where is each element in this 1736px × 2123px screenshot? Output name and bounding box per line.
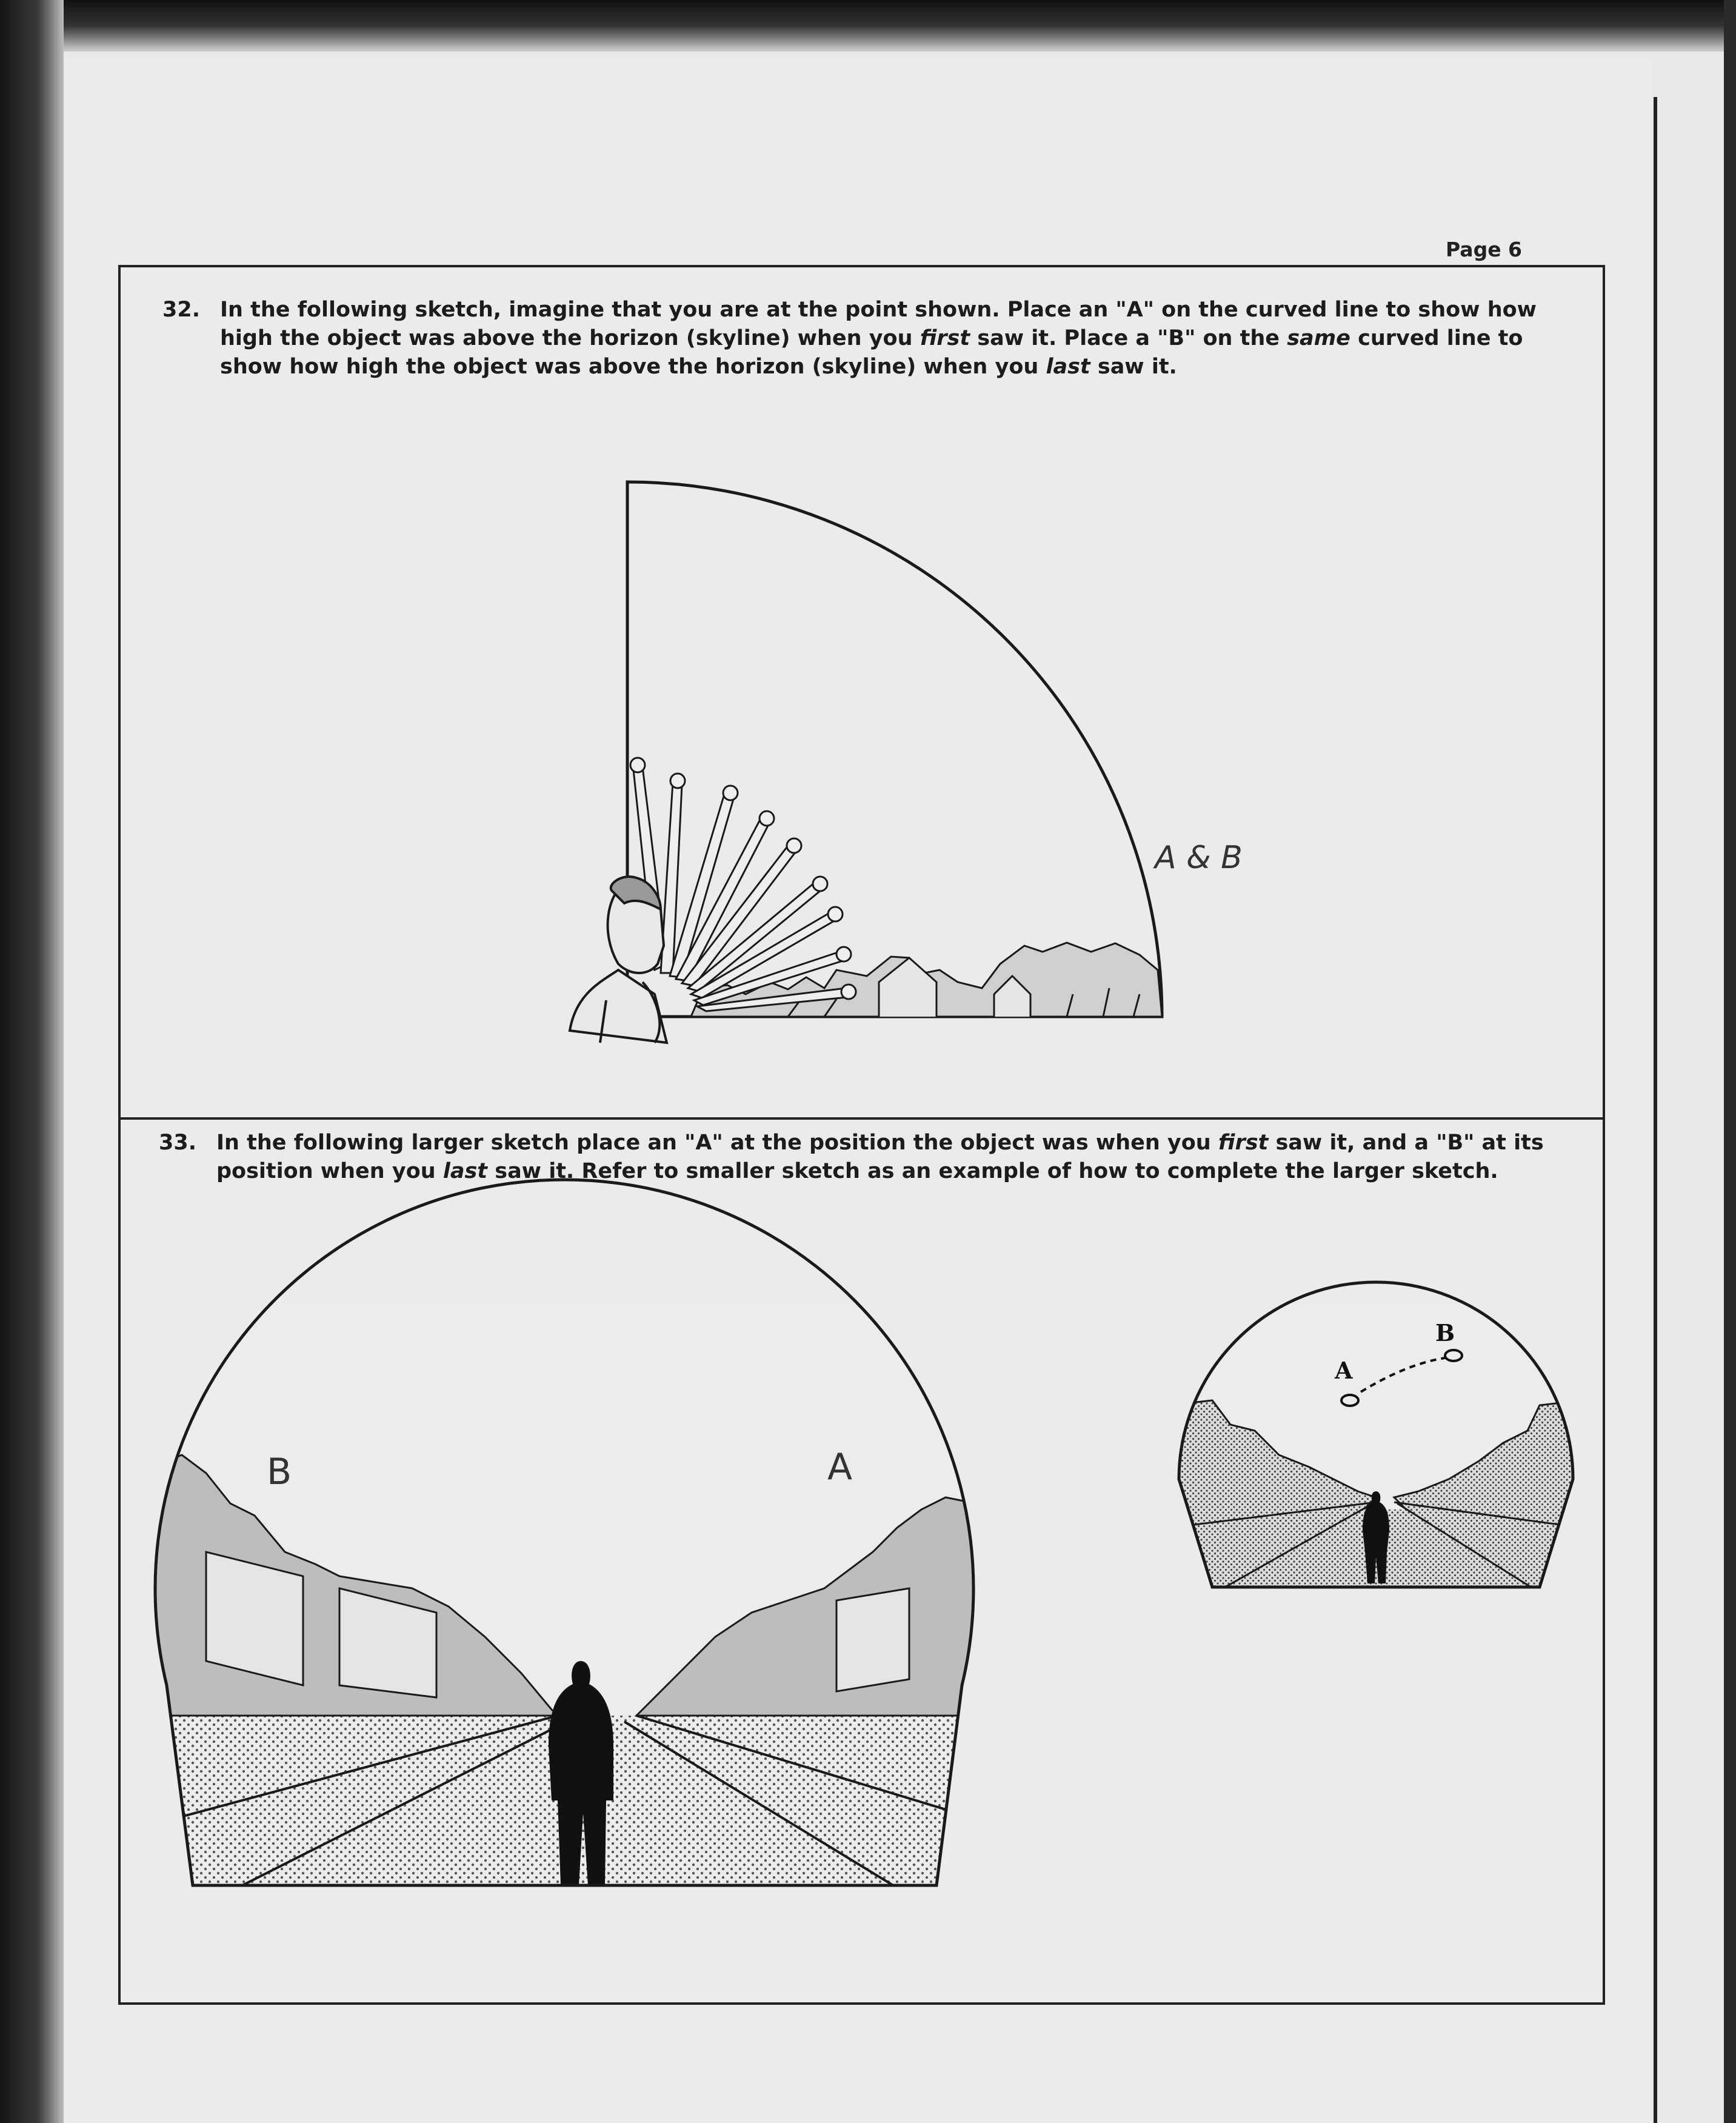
text-run: In the following larger sketch place an "A" at the position the object was when you (216, 1131, 1218, 1155)
emphasis: first (1218, 1131, 1269, 1155)
pointing-arms-fan (630, 758, 856, 1011)
text-run: saw it. Place a "B" on the (970, 326, 1287, 350)
handwritten-b-mark: B (267, 1451, 292, 1493)
text-run: position when you (216, 1159, 443, 1183)
observer-figure (570, 877, 667, 1043)
emphasis: last (1046, 355, 1090, 379)
text-run: saw it, and a "B" at its (1268, 1131, 1544, 1155)
skyline-quadrant-sketch (570, 482, 1162, 1043)
page-number: Page 6 (1446, 238, 1523, 261)
emphasis: first (920, 326, 970, 350)
text-run: saw it. Refer to smaller sketch as an example of how to complete the larger sketch. (487, 1159, 1498, 1183)
question-number: 33. (159, 1131, 197, 1155)
text-run: In the following sketch, imagine that you are at the point shown. Place an "A" on the curved line to show how (220, 298, 1537, 322)
question-number: 32. (162, 298, 201, 322)
text-run: curved line to (1350, 326, 1523, 350)
emphasis: last (442, 1159, 488, 1183)
example-label-a: A (1335, 1357, 1353, 1384)
emphasis: same (1287, 326, 1350, 350)
handwritten-a-mark: A (827, 1446, 853, 1488)
example-sketch (1170, 1282, 1582, 1594)
example-label-b: B (1435, 1319, 1455, 1346)
text-run: high the object was above the horizon (skyline) when you (220, 326, 920, 350)
handwritten-answer-a-and-b: A & B (1155, 840, 1243, 876)
text-run: show how high the object was above the horizon (skyline) when you (220, 355, 1046, 379)
text-run: saw it. (1090, 355, 1177, 379)
large-street-sketch (152, 1180, 976, 1891)
